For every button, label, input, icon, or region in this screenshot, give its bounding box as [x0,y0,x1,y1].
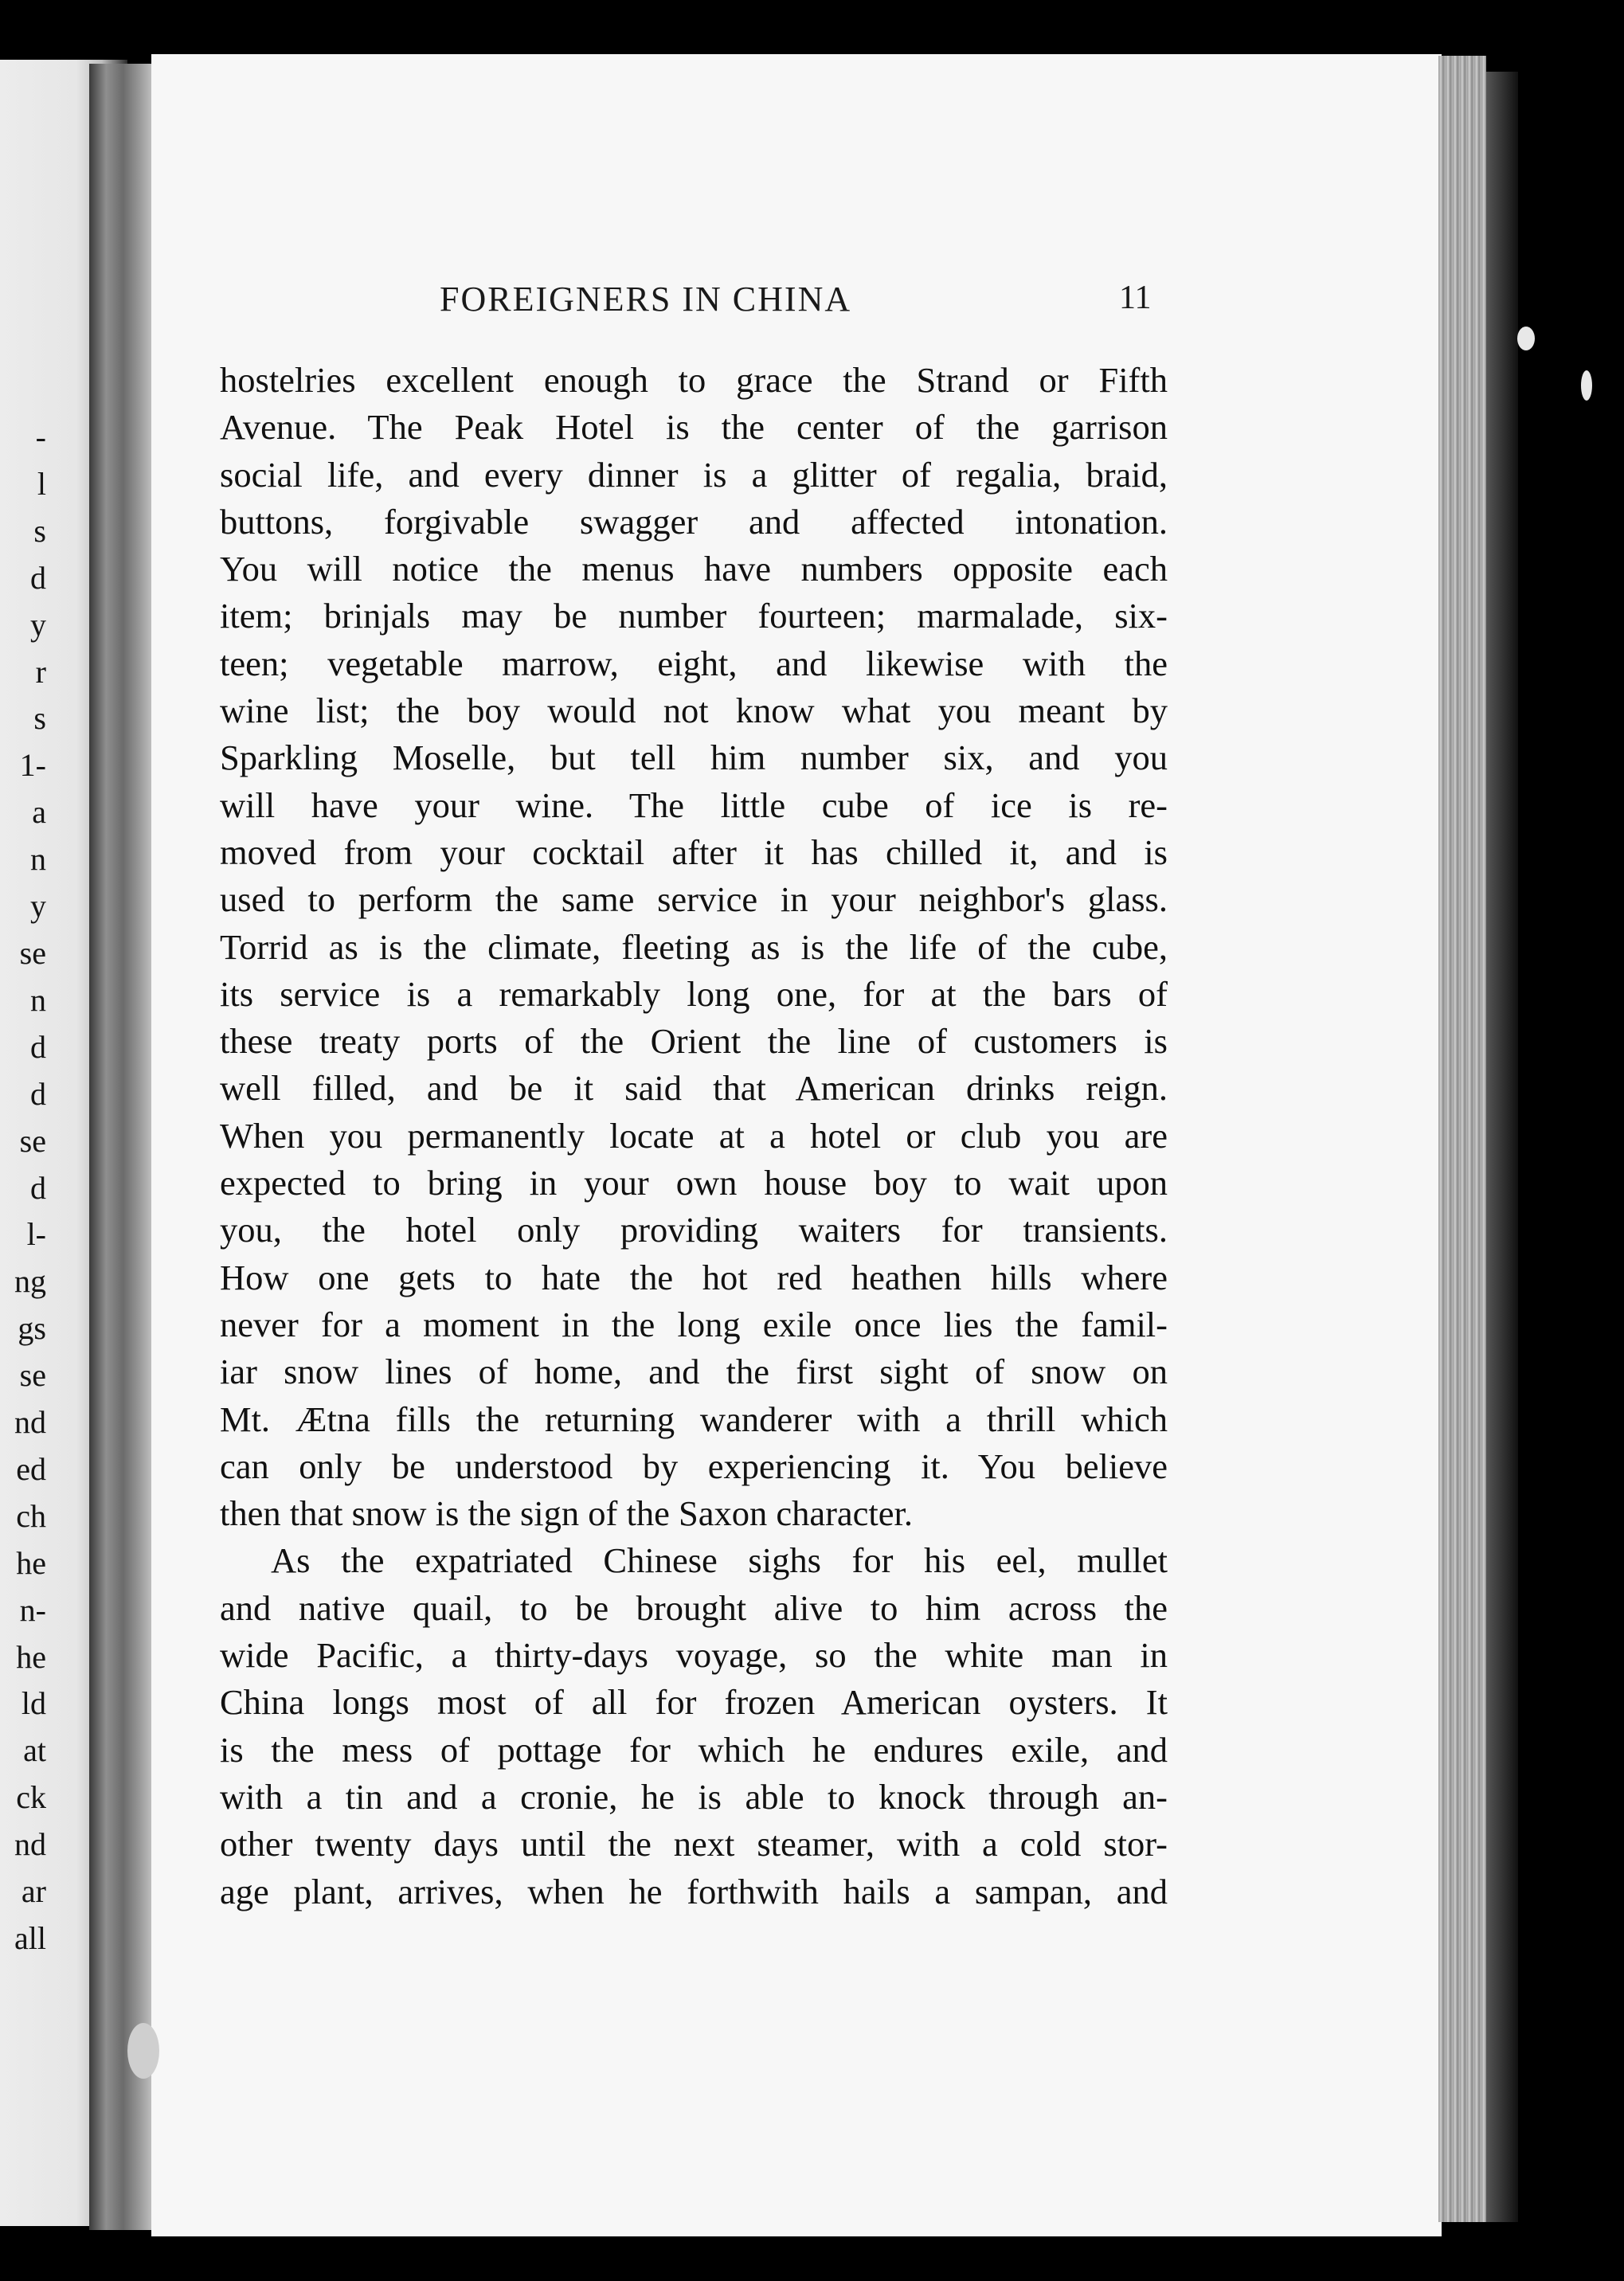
left-fragment: nd [14,1826,46,1863]
text-line: you, the hotel only providing waiters for transients. [220,1210,1168,1250]
text-line: You will notice the menus have numbers opposite each [220,549,1168,589]
text-line: Sparkling Moselle, but tell him number six, and you [220,738,1168,778]
text-line: and native quail, to be brought alive to him across the [220,1587,1168,1628]
text-line: never for a moment in the long exile once lies the famil- [220,1304,1168,1344]
left-fragment: l- [26,1216,46,1253]
text-line: Torrid as is the climate, fleeting as is the life of the cube, [220,926,1168,967]
left-fragment: n [30,841,46,878]
text-line: these treaty ports of the Orient the line of customers is [220,1021,1168,1062]
text-line: expected to bring in your own house boy to wait upon [220,1163,1168,1203]
text-line: teen; vegetable marrow, eight, and likewise with the [220,643,1168,683]
text-line: buttons, forgivable swagger and affected intonation. [220,501,1168,542]
left-fragment: ld [21,1685,46,1722]
left-fragment: d [30,1075,46,1112]
left-fragment: l [37,465,46,502]
left-fragment: se [19,1122,46,1159]
left-fragment: ch [16,1497,46,1534]
scan-speck [1581,370,1592,401]
left-fragment: ck [16,1779,46,1816]
left-fragment: y [30,888,46,925]
left-fragment: at [23,1732,46,1769]
left-fragment: n [30,981,46,1018]
text-line: used to perform the same service in your neighbor's glass. [220,879,1168,920]
text-line: Avenue. The Peak Hotel is the center of the garrison [220,407,1168,448]
scan-speck [127,2023,159,2079]
left-fragment: a [32,794,46,831]
text-line: wide Pacific, a thirty-days voyage, so the white man in [220,1635,1168,1676]
left-fragment: 1- [19,747,46,784]
left-fragment: ng [14,1263,46,1300]
left-fragment: - [35,419,46,455]
page-header [151,279,1442,327]
text-line: is the mess of pottage for which he endures exile, and [220,1729,1168,1770]
text-line: When you permanently locate at a hotel or club you are [220,1115,1168,1156]
text-line: wine list; the boy would not know what you meant by [220,691,1168,731]
left-fragment: se [19,1357,46,1394]
text-line: can only be understood by experiencing it. You believe [220,1446,1168,1486]
left-fragment: ed [16,1450,46,1487]
text-line: Mt. Ætna fills the returning wanderer with a thrill which [220,1399,1168,1439]
text-line: hostelries excellent enough to grace the Strand or Fifth [220,360,1168,400]
left-fragment: n- [19,1591,46,1628]
left-fragment: nd [14,1404,46,1441]
left-fragment: d [30,1028,46,1065]
left-fragment: d [30,559,46,596]
text-line: then that snow is the sign of the Saxon character. [220,1493,914,1534]
page-edge-shadow [1486,72,1518,2222]
left-fragment: se [19,934,46,971]
left-page-text-fragments [0,414,46,1962]
page-edge-stack [1438,56,1486,2222]
text-line: iar snow lines of home, and the first sight of snow on [220,1352,1168,1392]
left-fragment: he [16,1544,46,1581]
left-fragment: y [30,606,46,643]
text-line: its service is a remarkably long one, for at the bars of [220,973,1168,1014]
left-fragment: gs [18,1310,46,1347]
text-line: age plant, arrives, when he forthwith hails a sampan, and [220,1871,1168,1911]
text-line: well filled, and be it said that American drinks reign. [220,1068,1168,1109]
scan-speck [1517,327,1535,350]
left-fragment: s [33,512,46,549]
text-line: item; brinjals may be number fourteen; marmalade, six- [220,596,1168,636]
left-fragment: s [33,700,46,737]
page-number: 11 [1119,280,1152,316]
left-fragment: all [14,1920,46,1956]
text-line: with a tin and a cronie, he is able to knock through an- [220,1776,1168,1817]
left-fragment: d [30,1169,46,1206]
text-line: How one gets to hate the hot red heathen hills where [220,1257,1168,1297]
text-line: social life, and every dinner is a glitter of regalia, braid, [220,454,1168,495]
text-line: other twenty days until the next steamer, with a cold stor- [220,1824,1168,1864]
text-line: China longs most of all for frozen American oysters. It [220,1682,1168,1723]
text-line: moved from your cocktail after it has chilled it, and is [220,831,1168,872]
text-line: will have your wine. The little cube of ice is re- [220,784,1168,825]
left-fragment: he [16,1638,46,1675]
text-line: As the expatriated Chinese sighs for his eel, mullet [271,1540,1168,1581]
left-fragment: r [35,653,46,690]
body-text [220,357,1168,1915]
book-gutter-shadow [89,64,157,2230]
running-head: FOREIGNERS IN CHINA [440,280,852,319]
left-fragment: ar [21,1873,46,1910]
